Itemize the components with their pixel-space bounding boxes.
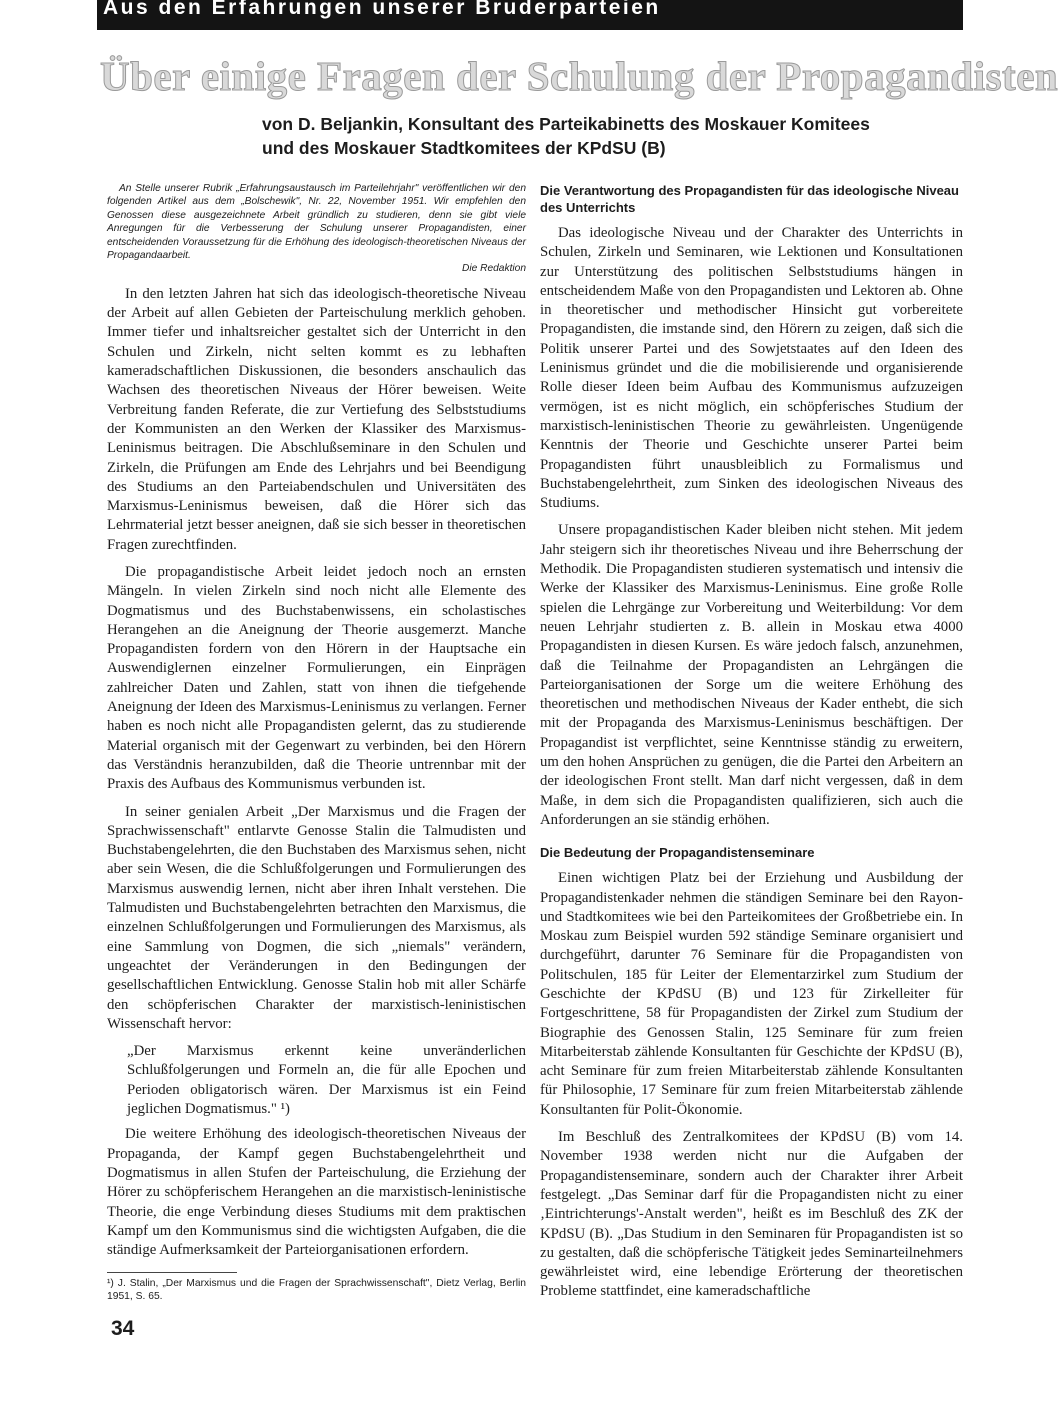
footnote-divider <box>107 1272 237 1273</box>
author-byline <box>262 112 962 160</box>
editorial-note <box>107 182 526 262</box>
footnote: ¹) J. Stalin, „Der Marxismus und die Fragen der Sprachwissenschaft", Dietz Verlag, Berlin 1951, S. 65. <box>107 1278 526 1303</box>
paragraph: Unsere propagandistischen Kader bleiben nicht stehen. Mit jedem Jahr steigern sich ihr theoretisches Niveau und ihre Beherrschung der Methodik. Die Propagandisten studieren systematisch und intensiv die Werke der Klassiker des Marxismus-Leninismus. Eine große Rolle spielen die Lehrgänge zur Vorbereitung und Weiterbildung: Vor dem neuen Lehrjahr studierten z. B. allein in Moskau etwa 4000 Propagandisten in diesen Kursen. Es wäre jedoch falsch, anzunehmen, daß die Teilnahme der Propagandisten an Lehrgängen die Parteiorganisationen der Sorge um die weitere Erhöhung des theoretischen und methodischen Niveaus der Kader enthebt, die sich mit der Propaganda des Marxismus-Leninismus beschäftigen. Der Propagandist ist verpflichtet, seine Kenntnisse ständig zu erweitern, um den hohen Ansprüchen zu genügen, die die Partei den Arbeitern an der ideologischen Front stellt. Man darf nicht vergessen, daß in dem Maße, in dem sich die Propagandisten qualifizieren, sich auch die Anforderungen an sie ständig erhöhen. <box>540 522 963 828</box>
section-heading: Die Bedeutung der Propagandistenseminare <box>540 845 815 861</box>
section-heading: Die Verantwortung des Propagandisten für das ideologische Niveau des Unterrichts <box>540 183 959 215</box>
author-line-1: von D. Beljankin, Konsultant des Parteikabinetts des Moskauer Komitees <box>262 114 870 134</box>
paragraph: Einen wichtigen Platz bei der Erziehung und Ausbildung der Propagandistenkader nehmen die ständigen Seminare bei den Rayon- und Stadtkomitees wie bei den Parteikomitees der Großbetriebe ein. In Moskau zum Beispiel wurden 592 ständige Seminare organisiert und durchgeführt, darunter 76 Seminare für die Propagandisten von Politschulen, 185 für Leiter der Elementarzirkel zum Studium der Geschichte der KPdSU (B) und 123 für Zirkelleiter für Fortgeschrittene, 58 für Propagandisten der Zirkel zum Studium der Biographie des Genossen Stalin, 125 Seminare für zum freien Mitarbeiterstab zählende Konsultanten für Geschichte der KPdSU (B), acht Seminare für zum freien Mitarbeiterstab zählende Konsultanten für Philosophie, 17 Seminare für zum freien Mitarbeiterstab zählende Konsultanten für Polit-Ökonomie. <box>540 870 963 1118</box>
editorial-note-text: An Stelle unserer Rubrik „Erfahrungsaustausch im Parteilehrjahr" veröffentlichen wir den folgenden Artikel aus dem „Bolschewik", Nr. 22, November 1951. Wir empfehlen den Genossen diese ausgezeichnete Arbeit gründlich zu studieren, denn sie gibt viele Anregungen für die Verbesserung der Schulung unserer Propagandisten, einer entscheidenden Voraussetzung für die Erhöhung des ideologisch-theoretischen Niveaus der Propagandaarbeit. <box>107 183 526 262</box>
paragraph: Im Beschluß des Zentralkomitees der KPdSU (B) vom 14. November 1938 werden nicht nur die Aufgaben der Propagandistenseminare, sondern auch der Charakter ihrer Arbeit festgelegt. „Das Seminar darf für die Propagandisten nicht zu einer ‚Eintrichterungs'-Anstalt werden", heißt es im Beschluß des ZK der KPdSU (B). „Das Studium in den Seminaren für Propagandisten ist so zu gestalten, daß die schöpferische Tätigkeit jedes Seminarteilnehmers gewährleistet wird, eine lebendige Erörterung der theoretischen Probleme stattfindet, eine kameradschaftliche <box>540 1129 963 1300</box>
right-column <box>540 182 963 1310</box>
article-title: Über einige Fragen der Schulung der Propagandisten <box>100 53 1058 99</box>
editorial-signature-row <box>107 262 526 275</box>
page-number: 34 <box>111 1317 135 1340</box>
paragraph: In seiner genialen Arbeit „Der Marxismus und die Fragen der Sprachwissenschaft" entlarvte Genosse Stalin die Talmudisten und Buchstabengelehrten, die den Buchstaben des Marxismus sehen, nicht aber sein Wesen, die die Schlußfolgerungen und Formulierungen des Marxismus auswendig lernen, nicht aber ihren Inhalt verstehen. Die Talmudisten und Buchstabengelehrten betrachten den Marxismus, die einzelnen Schlußfolgerungen und Formulierungen des Marxismus, als eine Sammlung von Dogmen, die sich „niemals" verändern, ungeachtet der Veränderungen in den Bedingungen der gesellschaftlichen Entwicklung. Genosse Stalin hob mit aller Schärfe den schöpferischen Charakter der marxistisch-leninistischen Wissenschaft hervor: <box>107 803 526 1032</box>
author-line-2: und des Moskauer Stadtkomitees der KPdSU (B) <box>262 138 666 158</box>
section-banner: Aus den Erfahrungen unserer Bruderparteien <box>97 0 963 30</box>
stalin-quote: „Der Marxismus erkennt keine unveränderlichen Schlußfolgerungen und Formeln an, die für alle Epochen und Perioden obligatorisch wären. Der Marxismus ist ein Feind jeglichen Dogmatismus." ¹) <box>127 1043 526 1118</box>
paragraph: In den letzten Jahren hat sich das ideologisch-theoretische Niveau der Arbeit auf allen Gebieten der Parteischulung merklich gehoben. Immer tiefer und inhaltsreicher gestaltet sich der Unterricht in den Schulen und Zirkeln, nicht selten kommt es zu lebhaften kameradschaftlichen Diskussionen, die besonders anschaulich das Wachsen des theoretischen Niveaus der Hörer beweisen. Weite Verbreitung fanden Referate, die zur Vertiefung des Selbststudiums der Kommunisten an den Werken der Klassiker des Marxismus-Leninismus beitragen. Die Abschlußseminare in den Schulen und Zirkeln, die Prüfungen am Ende des Lehrjahrs und bei Beendigung des Studiums an den Parteiabendschulen und Universitäten des Marxismus-Leninismus beweisen, daß die Hörer sich das Lehrmaterial jetzt besser aneignen, daß sie sich besser in theoretischen Fragen zurechtfinden. <box>107 285 526 553</box>
paragraph: Die propagandistische Arbeit leidet jedoch noch an ernsten Mängeln. In vielen Zirkeln sind noch nicht alle Elemente des Dogmatismus und des Buchstabenwissens, ein scholastisches Herangehen an die Aneignung der Theorie ausgemerzt. Manche Propagandisten fordern von den Hörern in der Hauptsache ein Auswendiglernen einzelner Formulierungen, ein Einprägen zahlreicher Daten und Zahlen, statt von ihnen die tiefgehende Aneignung der Ideen des Marxismus-Leninismus zu verlangen. Ferner haben es noch nicht alle Propagandisten gelernt, das zu studierende Material organisch mit der Gegenwart zu verbinden, bei den Hörern das Verständnis heranzubilden, daß die Theorie untrennbar mit der Praxis des Aufbaus des Kommunismus verbunden ist. <box>107 564 526 793</box>
paragraph: Das ideologische Niveau und der Charakter des Unterrichts in Schulen, Zirkeln und Seminaren, wie Lektionen und Konsultationen zur Unterstützung des politischen Selbststudiums hängen in entscheidendem Maße von den Propagandisten und Lektoren ab. Ohne in theoretischer und methodischer Hinsicht gut vorbereitete Propagandisten, die imstande sind, den Hörern zu zeigen, daß sich die Politik unserer Partei und des Sowjetstaates auf den Ideen des Leninismus gründet und die die mobilisierende und organisierende Rolle dieser Ideen beim Aufbau des Kommunismus aufzuzeigen vermögen, ist es nicht möglich, ein schöpferisches Studium der marxistisch-leninistischen Theorie zu gewährleisten. Ungenügende Kenntnis der Theorie und Geschichte unserer Partei beim Propagandisten führt unausbleiblich zu Formalismus und Buchstabengelehrtheit, zum Sinken des ideologischen Niveaus des Studiums. <box>540 225 963 512</box>
paragraph: Die weitere Erhöhung des ideologisch-theoretischen Niveaus der Propaganda, der Kampf gegen Buchstabengelehrtheit und Dogmatismus in allen Stufen der Parteischulung, die Erziehung der Hörer zu schöpferischem Herangehen an die marxistisch-leninistische Theorie, die enge Verbindung dieses Studiums mit dem praktischen Kampf um den Kommunismus sind die wichtigsten Aufgaben, die die ständige Aufmerksamkeit der Parteiorganisationen erfordern. <box>107 1126 526 1259</box>
editorial-signature: Die Redaktion <box>462 263 526 275</box>
left-column <box>107 182 526 1303</box>
